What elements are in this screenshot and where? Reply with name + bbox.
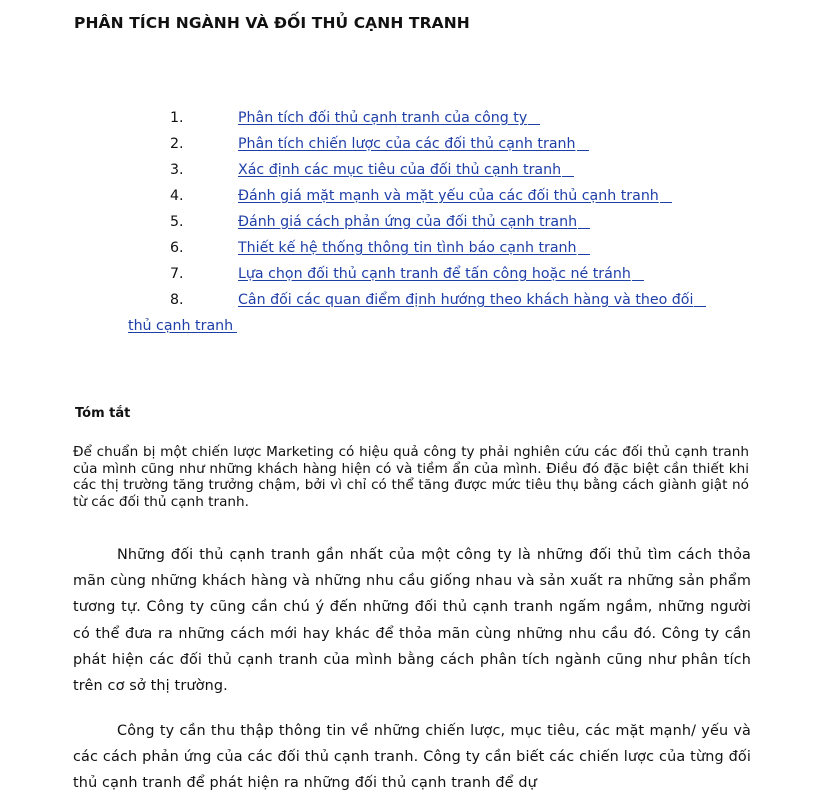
toc-link-8[interactable]: Cân đối các quan điểm định hướng theo khách hàng và theo đối bbox=[238, 292, 706, 308]
toc-link-6[interactable]: Thiết kế hệ thống thông tin tình báo cạnh tranh bbox=[238, 240, 590, 256]
toc-link-8-continuation[interactable]: thủ cạnh tranh bbox=[128, 318, 237, 334]
toc-number: 5. bbox=[170, 214, 184, 230]
toc-link-7[interactable]: Lựa chọn đối thủ cạnh tranh để tấn công hoặc né tránh bbox=[238, 266, 644, 282]
toc-link-4[interactable]: Đánh giá mặt mạnh và mặt yếu của các đối thủ cạnh tranh bbox=[238, 188, 672, 204]
body-paragraph: Công ty cần thu thập thông tin về những chiến lược, mục tiêu, các mặt mạnh/ yếu và các cách phản ứng của các đối thủ cạnh tranh. Công ty cần biết các chiến lược của từng đối thủ cạnh tranh để phát hiện ra những đối thủ cạnh tranh để dự bbox=[73, 723, 751, 792]
document-title: PHÂN TÍCH NGÀNH VÀ ĐỐI THỦ CẠNH TRANH bbox=[74, 14, 470, 32]
toc-number: 8. bbox=[170, 292, 184, 308]
summary-paragraph: Để chuẩn bị một chiến lược Marketing có hiệu quả công ty phải nghiên cứu các đối thủ cạnh tranh của mình cũng như những khách hàng hiện có và tiềm ẩn của mình. Điều đó đặc biệt cần thiết khi các thị trường tăng trưởng chậm, bởi vì chỉ có thể tăng được mức tiêu thụ bằng cách giành giật nó từ các đối thủ cạnh tranh. bbox=[73, 444, 749, 510]
summary-heading: Tóm tắt bbox=[75, 406, 131, 421]
toc-number: 1. bbox=[170, 110, 184, 126]
toc-link-3[interactable]: Xác định các mục tiêu của đối thủ cạnh tranh bbox=[238, 162, 574, 178]
toc-link-5[interactable]: Đánh giá cách phản ứng của đối thủ cạnh tranh bbox=[238, 214, 590, 230]
toc-number: 4. bbox=[170, 188, 184, 204]
toc-link-1[interactable]: Phân tích đối thủ cạnh tranh của công ty bbox=[238, 110, 540, 126]
toc-number: 7. bbox=[170, 266, 184, 282]
toc-number: 6. bbox=[170, 240, 184, 256]
body-paragraph: Những đối thủ cạnh tranh gần nhất của một công ty là những đối thủ tìm cách thỏa mãn cùng những khách hàng và những nhu cầu giống nhau và sản xuất ra những sản phẩm tương tự. Công ty cũng cần chú ý đến những đối thủ cạnh tranh ngấm ngầm, những người có thể đưa ra những cách mới hay khác để thỏa mãn cùng những nhu cầu đó. Công ty cần phát hiện các đối thủ cạnh tranh của mình bằng cách phân tích ngành cũng như phân tích trên cơ sở thị trường. bbox=[73, 547, 751, 695]
toc-number: 2. bbox=[170, 136, 184, 152]
toc-number: 3. bbox=[170, 162, 184, 178]
toc-link-2[interactable]: Phân tích chiến lược của các đối thủ cạnh tranh bbox=[238, 136, 589, 152]
